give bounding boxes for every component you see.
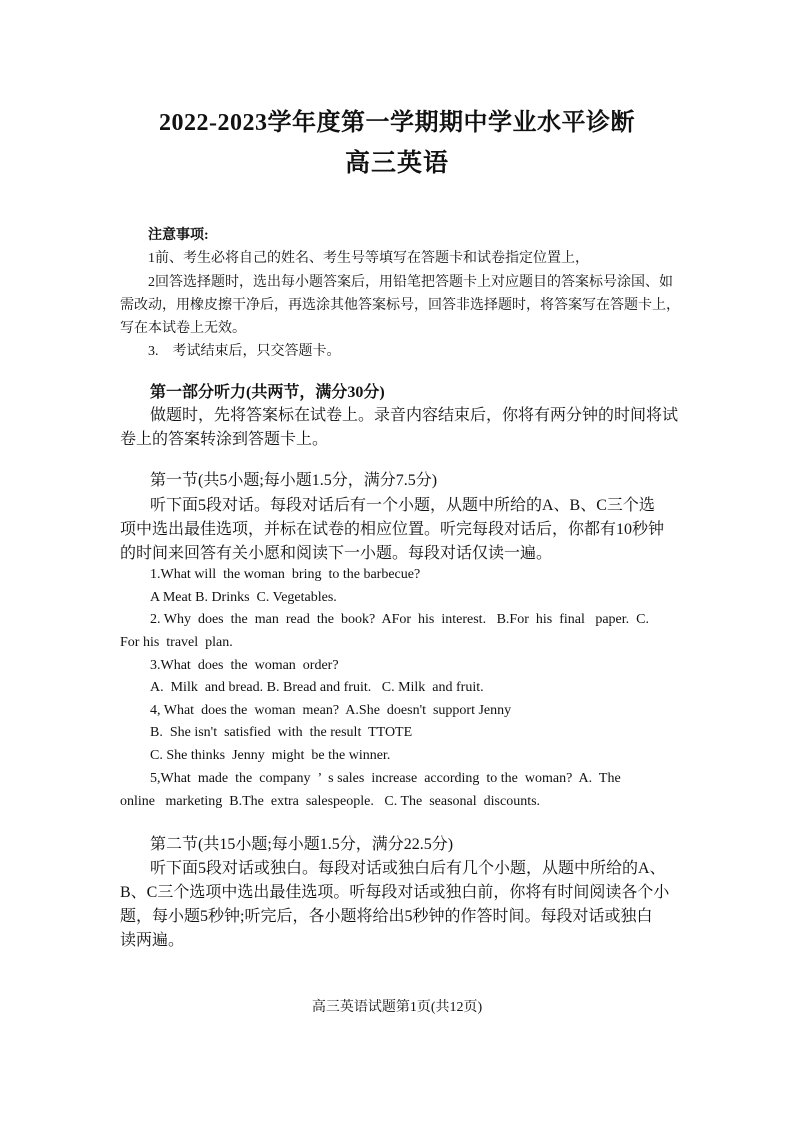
question-line: B. She isn't satisfied with the result TTOTE	[150, 725, 413, 740]
section2-line: 题，每小题5秒钟;听完后，各小题将给出5秒钟的作答时间。每段对话或独白	[120, 908, 653, 925]
part1-heading: 第一部分听力(共两节，满分30分)	[150, 384, 385, 401]
section1-line: 的时间来回答有关小愿和阅读下一小题。每段对话仅读一遍。	[120, 545, 553, 562]
question-line: A. Milk and bread. B. Bread and fruit. C. Milk and fruit.	[150, 680, 484, 695]
notice-line: 写在本试卷上无效。	[120, 321, 246, 336]
question-line: 1.What will the woman bring to the barbecue?	[150, 567, 421, 582]
exam-title: 2022-2023学年度第一学期期中学业水平诊断	[159, 110, 635, 136]
question-line: 5,What made the company ’ s sales increase according to the woman? A. The	[150, 771, 621, 786]
notice-line: 1前、考生必将自己的姓名、考生号等填写在答题卡和试卷指定位置上，	[148, 251, 589, 266]
question-line: online marketing B.The extra salespeople. C. The seasonal discounts.	[120, 794, 541, 809]
section1-line: 项中选出最佳选项，并标在试卷的相应位置。听完每段对话后，你都有10秒钟	[120, 521, 665, 538]
notice-heading: 注意事项:	[148, 228, 209, 243]
part1-line: 做题时，先将答案标在试卷上。录音内容结束后，你将有两分钟的时间将试	[150, 407, 679, 424]
section2-heading: 第二节(共15小题;每小题1.5分，满分22.5分)	[150, 836, 454, 853]
question-line: 2. Why does the man read the book? AFor his interest. B.For his final paper. C.	[150, 612, 650, 627]
section2-line: 读两遍。	[120, 932, 185, 949]
section1-line: 听下面5段对话。每段对话后有一个小题，从题中所给的A、B、C三个选	[150, 497, 655, 514]
notice-line: 3. 考试结束后，只交答题卡。	[148, 344, 341, 359]
section2-line: 听下面5段对话或独白。每段对话或独白后有几个小题，从题中所给的A、	[150, 860, 666, 877]
question-line: A Meat B. Drinks C. Vegetables.	[150, 590, 337, 605]
notice-line: 2回答选择题时，选出每小题答案后，用铅笔把答题卡上对应题目的答案标号涂国、如	[148, 275, 673, 290]
exam-subtitle: 高三英语	[344, 150, 449, 177]
question-line: 4, What does the woman mean? A.She doesn't support Jenny	[150, 703, 512, 718]
section1-heading: 第一节(共5小题;每小题1.5分，满分7.5分)	[150, 472, 438, 489]
section2-line: B、C三个选项中选出最佳选项。听每段对话或独白前，你将有时间阅读各个小	[120, 884, 670, 901]
question-line: 3.What does the woman order?	[150, 658, 339, 673]
question-line: C. She thinks Jenny might be the winner.	[150, 748, 391, 763]
question-line: For his travel plan.	[120, 635, 233, 650]
notice-line: 需改动，用橡皮擦干净后，再选涂其他答案标号，回答非选择题时，将答案写在答题卡上，	[120, 298, 680, 313]
page-footer: 高三英语试题第1页(共12页)	[311, 1000, 483, 1015]
part1-line: 卷上的答案转涂到答题卡上。	[120, 431, 329, 448]
